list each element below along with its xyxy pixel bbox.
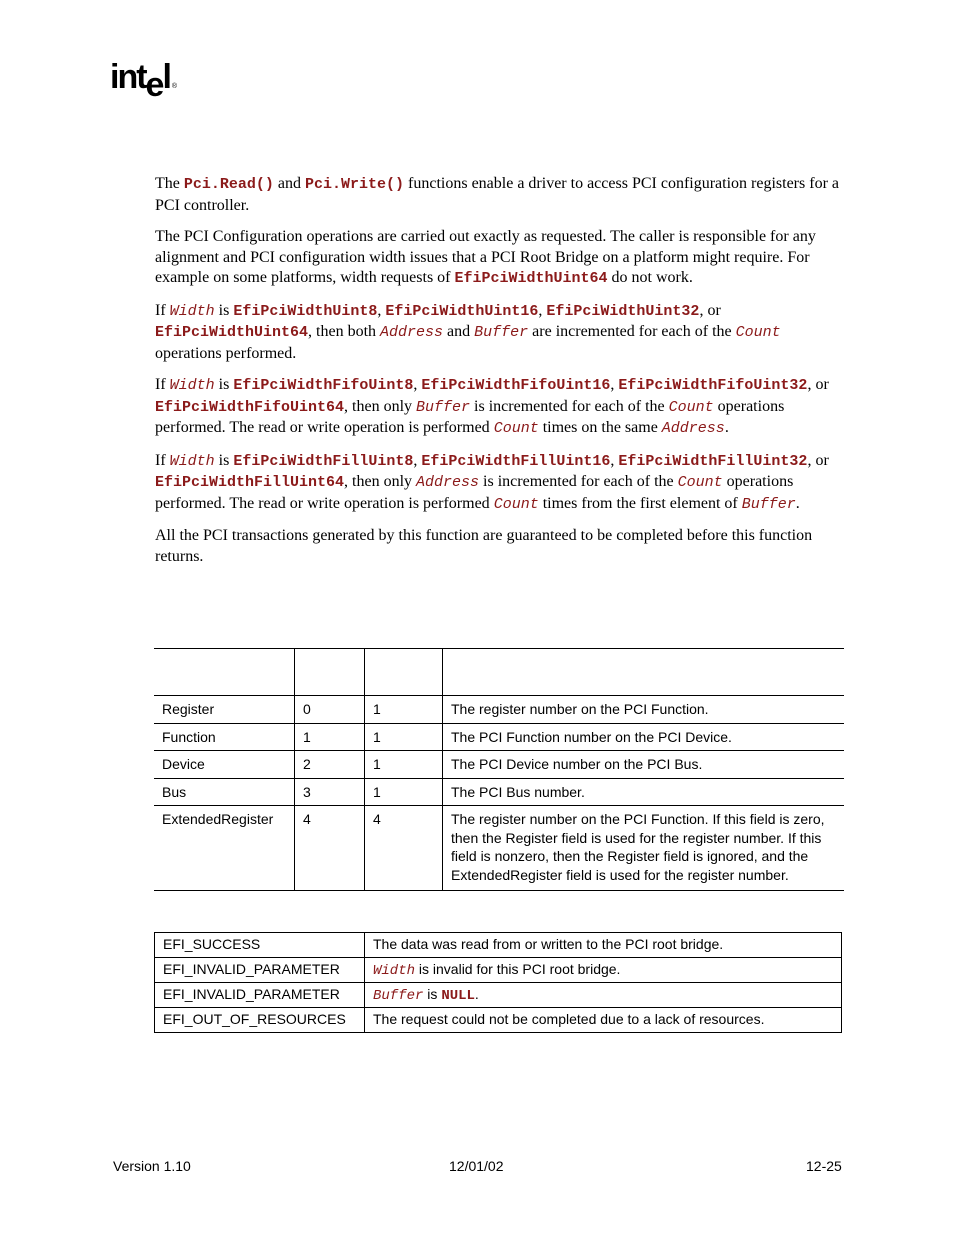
footer-date: 12/01/02 [449,1158,504,1174]
table-row [155,958,842,983]
pci-address-field-table [154,648,844,891]
param-width: Width [169,377,215,394]
table-row [154,696,844,724]
description-body [155,174,845,578]
text: . [724,419,729,436]
text: , [610,451,619,469]
paragraph-6: All the PCI transactions generated by this function are guaranteed to be completed before this function returns. [155,527,813,565]
table-row [154,778,844,806]
text: , or [807,376,829,393]
field-name: Bus [154,778,295,806]
text: is [423,986,442,1002]
field-size: 4 [365,806,443,891]
field-name: Register [154,696,295,724]
table-row [155,933,842,958]
table-row [155,1008,842,1033]
text: operations performed. [155,344,297,362]
param-width: Width [169,452,215,470]
code-term: EfiPciWidthUint8 [233,302,378,320]
text: . [795,494,800,512]
text: times from the first element of [538,494,742,512]
param-count: Count [668,398,714,416]
param-buffer: Buffer [416,398,471,416]
text: and [443,323,475,340]
status-description [365,983,842,1008]
code-term: EfiPciWidthFillUint32 [618,452,808,470]
text: are incremented for each of the [528,323,736,340]
field-description: The register number on the PCI Function. If this field is zero, then the Register field is used for the register number. If this field is nonzero, then the Register field is ignored, and the ExtendedRegister field is used for the register number. [443,806,845,891]
param-buffer: Buffer [373,988,424,1004]
param-width: Width [169,302,215,320]
header-cell [154,649,295,696]
code-term: EfiPciWidthUint32 [546,302,700,320]
field-description: The PCI Function number on the PCI Device. [443,723,845,751]
text: functions enable a driver to access PCI configuration registers for a PCI controller. [155,175,839,214]
code-term: EfiPciWidthFifoUint8 [233,377,414,394]
text: , then both [308,323,381,340]
param-count: Count [677,474,723,491]
registered-mark: ® [171,83,178,90]
param-count: Count [735,324,781,341]
table-row [154,723,844,751]
code-term: EfiPciWidthFillUint16 [421,452,611,470]
param-address: Address [661,420,725,437]
status-description: The request could not be completed due to a lack of resources. [365,1008,842,1033]
text: is incremented for each of the [479,473,678,490]
code-pci-read: Pci.Read() [183,176,274,193]
code-term: EfiPciWidthUint64 [454,270,608,287]
text: times on the same [538,419,662,436]
field-offset: 1 [295,723,365,751]
code-term: EfiPciWidthUint16 [385,302,539,320]
table-header-row [154,649,844,696]
text: is invalid for this PCI root bridge. [415,961,621,977]
text: The [155,175,184,192]
code-term: EfiPciWidthFillUint64 [155,474,345,491]
field-name: Device [154,751,295,779]
text: , or [699,301,721,319]
param-count: Count [493,420,539,437]
paragraph-4 [155,375,845,440]
intel-logo [110,58,178,104]
code-term: EfiPciWidthFifoUint32 [618,377,808,394]
paragraph-3 [155,301,845,365]
field-offset: 3 [295,778,365,806]
code-pci-write: Pci.Write() [305,176,405,193]
paragraph-5 [155,451,845,516]
status-description: The data was read from or written to the PCI root bridge. [365,933,842,958]
text: The PCI Configuration operations are carried out exactly as requested. The caller is responsible for any alignment and PCI configuration width issues that a PCI Root Bridge on a platform might require. For example on some platforms, width requests of [155,228,816,286]
status-code: EFI_OUT_OF_RESOURCES [155,1008,365,1033]
text: , [413,376,422,393]
status-code: EFI_INVALID_PARAMETER [155,958,365,983]
code-term: EfiPciWidthUint64 [155,324,309,341]
field-name: ExtendedRegister [154,806,295,891]
table-row [154,751,844,779]
field-size: 1 [365,723,443,751]
text: and [273,175,305,192]
text: , [610,376,619,393]
param-count: Count [493,495,539,513]
field-description: The register number on the PCI Function. [443,696,845,724]
text: If [155,301,170,319]
text: If [155,451,170,469]
paragraph-2 [155,227,845,290]
text: . [474,986,479,1002]
param-buffer: Buffer [741,495,796,513]
code-term: EfiPciWidthFifoUint16 [421,377,611,394]
code-term: EfiPciWidthFillUint8 [233,452,414,470]
field-size: 1 [365,751,443,779]
footer-page-number: 12-25 [806,1158,842,1174]
field-description: The PCI Device number on the PCI Bus. [443,751,845,779]
logo-text: int [110,58,146,96]
field-offset: 4 [295,806,365,891]
header-cell [443,649,845,696]
text: operations performed. The read or write operation is performed [155,473,794,512]
param-width: Width [373,963,416,979]
header-cell [365,649,443,696]
code-null: NULL [441,988,475,1004]
text: , then only [344,473,417,490]
table-row [154,806,844,891]
text: is [214,451,234,469]
logo-text-e: e [145,66,163,104]
status-code: EFI_SUCCESS [155,933,365,958]
text: , or [807,451,829,469]
status-codes-table [154,932,842,1033]
table-row [155,983,842,1008]
paragraph-1 [155,174,845,216]
param-address: Address [416,474,480,491]
text: is incremented for each of the [470,397,669,415]
text: , then only [344,397,417,415]
field-description: The PCI Bus number. [443,778,845,806]
text: operations performed. The read or write operation is performed [155,397,785,436]
text: , [538,301,547,319]
logo-text-l: l [162,58,170,96]
footer-version: Version 1.10 [113,1158,191,1174]
status-description [365,958,842,983]
param-address: Address [380,324,444,341]
param-buffer: Buffer [474,324,529,341]
header-cell [295,649,365,696]
field-size: 1 [365,778,443,806]
field-name: Function [154,723,295,751]
text: If [155,376,170,393]
status-code: EFI_INVALID_PARAMETER [155,983,365,1008]
code-term: EfiPciWidthFifoUint64 [155,398,345,416]
text: is [214,376,234,393]
field-offset: 0 [295,696,365,724]
text: , [413,451,422,469]
text: , [377,301,386,319]
field-offset: 2 [295,751,365,779]
field-size: 1 [365,696,443,724]
text: do not work. [607,269,693,286]
text: is [214,301,234,319]
